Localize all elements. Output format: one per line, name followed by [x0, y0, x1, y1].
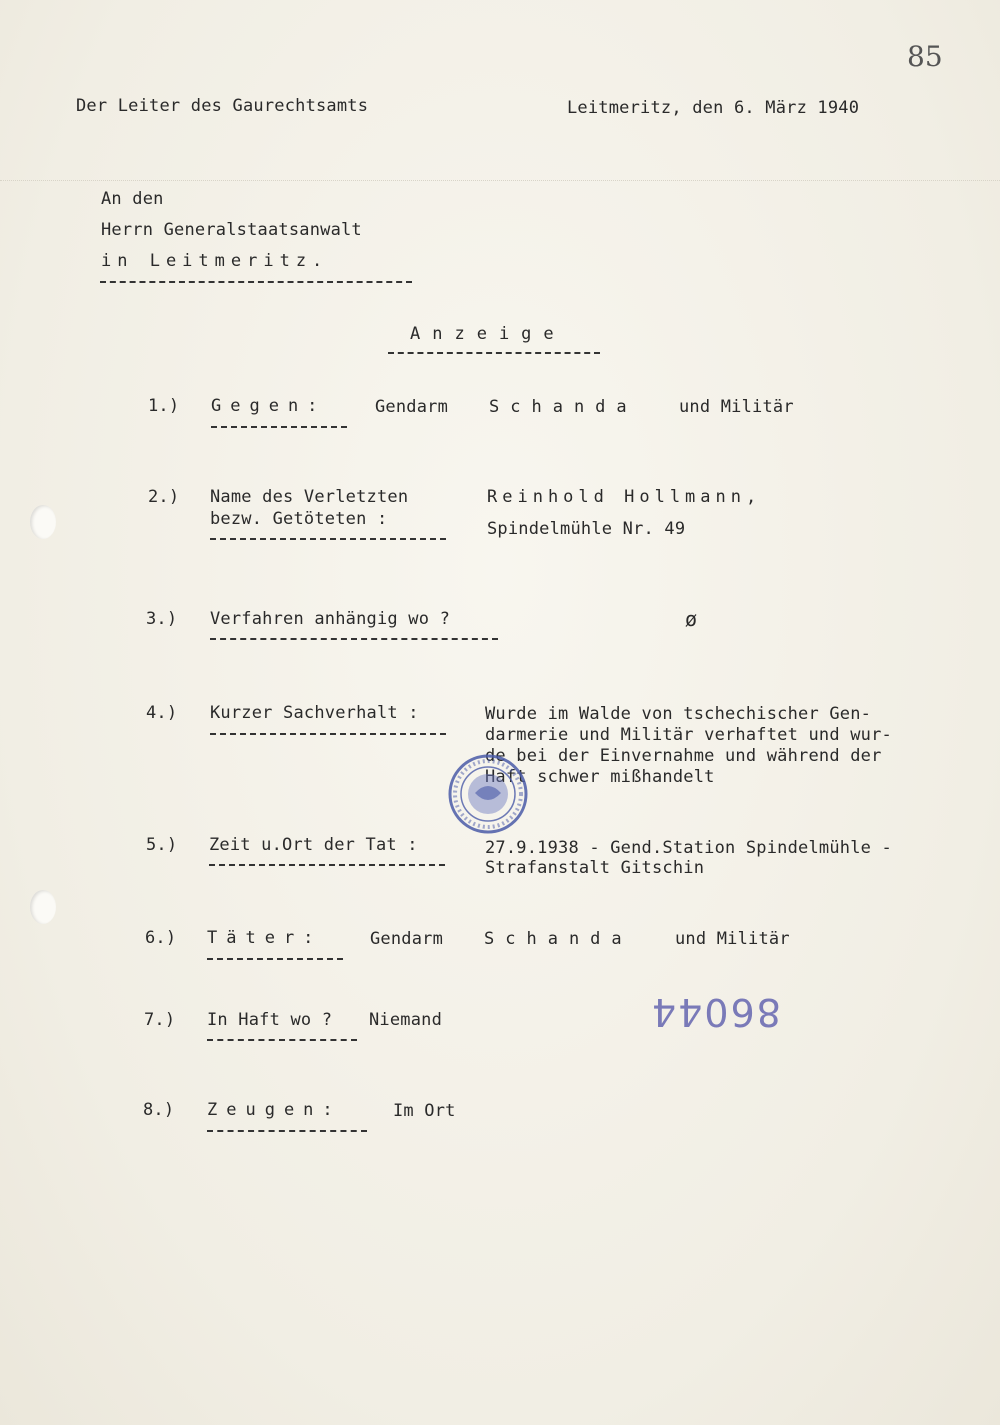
item-value-line4: Haft schwer mißhandelt — [485, 767, 715, 787]
item-value-line1: Wurde im Walde von tschechischer Gen- — [485, 704, 872, 724]
stamp-number: 86044 — [650, 990, 781, 1034]
underline — [210, 538, 446, 540]
item-number: 6.) — [145, 928, 177, 948]
place-date: Leitmeritz, den 6. März 1940 — [567, 98, 860, 118]
item-value-suffix: und Militär — [675, 929, 790, 949]
underline — [210, 638, 498, 640]
item-value: Niemand — [369, 1010, 443, 1030]
item-number: 3.) — [146, 609, 178, 629]
item-value-prefix: Gendarm — [375, 397, 449, 417]
item-number: 1.) — [148, 396, 180, 416]
underline — [211, 426, 347, 428]
underline — [209, 864, 445, 866]
item-value-line2: darmerie und Militär verhaftet und wur- — [485, 725, 892, 745]
item-number: 4.) — [146, 703, 178, 723]
item-label-line2: bezw. Getöteten : — [210, 509, 388, 529]
punch-hole — [30, 890, 56, 924]
document-title: Anzeige — [410, 324, 566, 344]
item-value-line2: Strafanstalt Gitschin — [485, 858, 705, 878]
addressee-line1: An den — [101, 189, 164, 209]
item-label: Täter: — [207, 928, 323, 948]
underline — [100, 281, 412, 283]
addressee-line2: Herrn Generalstaatsanwalt — [101, 220, 362, 240]
sender: Der Leiter des Gaurechtsamts — [76, 96, 369, 116]
item-value-suffix: und Militär — [679, 397, 794, 417]
page-number: 85 — [907, 40, 943, 73]
punch-hole — [30, 505, 56, 539]
item-value-prefix: Gendarm — [370, 929, 444, 949]
item-number: 8.) — [143, 1100, 175, 1120]
item-number: 5.) — [146, 835, 178, 855]
item-label: Kurzer Sachverhalt : — [210, 703, 419, 723]
underline — [207, 1039, 357, 1041]
item-label: Gegen: — [211, 396, 327, 416]
item-value-line1: Reinhold Hollmann, — [487, 487, 762, 507]
underline — [210, 733, 446, 735]
item-label: In Haft wo ? — [207, 1010, 333, 1030]
underline — [207, 1130, 367, 1132]
fold-line — [0, 180, 1000, 181]
item-value-line1: 27.9.1938 - Gend.Station Spindelmühle - — [485, 838, 892, 858]
item-value-name: Schanda — [484, 929, 633, 949]
item-number: 2.) — [148, 487, 180, 507]
item-label-line1: Name des Verletzten — [210, 487, 409, 507]
item-value-name: Schanda — [489, 397, 638, 417]
item-label: Verfahren anhängig wo ? — [210, 609, 451, 629]
item-label: Zeit u.Ort der Tat : — [209, 835, 418, 855]
official-stamp — [447, 753, 529, 835]
item-label: Zeugen: — [207, 1100, 342, 1120]
item-value-line2: Spindelmühle Nr. 49 — [487, 519, 686, 539]
item-number: 7.) — [144, 1010, 176, 1030]
addressee-line3: in Leitmeritz. — [101, 251, 329, 271]
underline — [207, 958, 343, 960]
item-value: Im Ort — [393, 1101, 456, 1121]
item-value: ø — [685, 607, 698, 631]
item-value-line3: de bei der Einvernahme und während der — [485, 746, 882, 766]
underline — [388, 352, 600, 354]
